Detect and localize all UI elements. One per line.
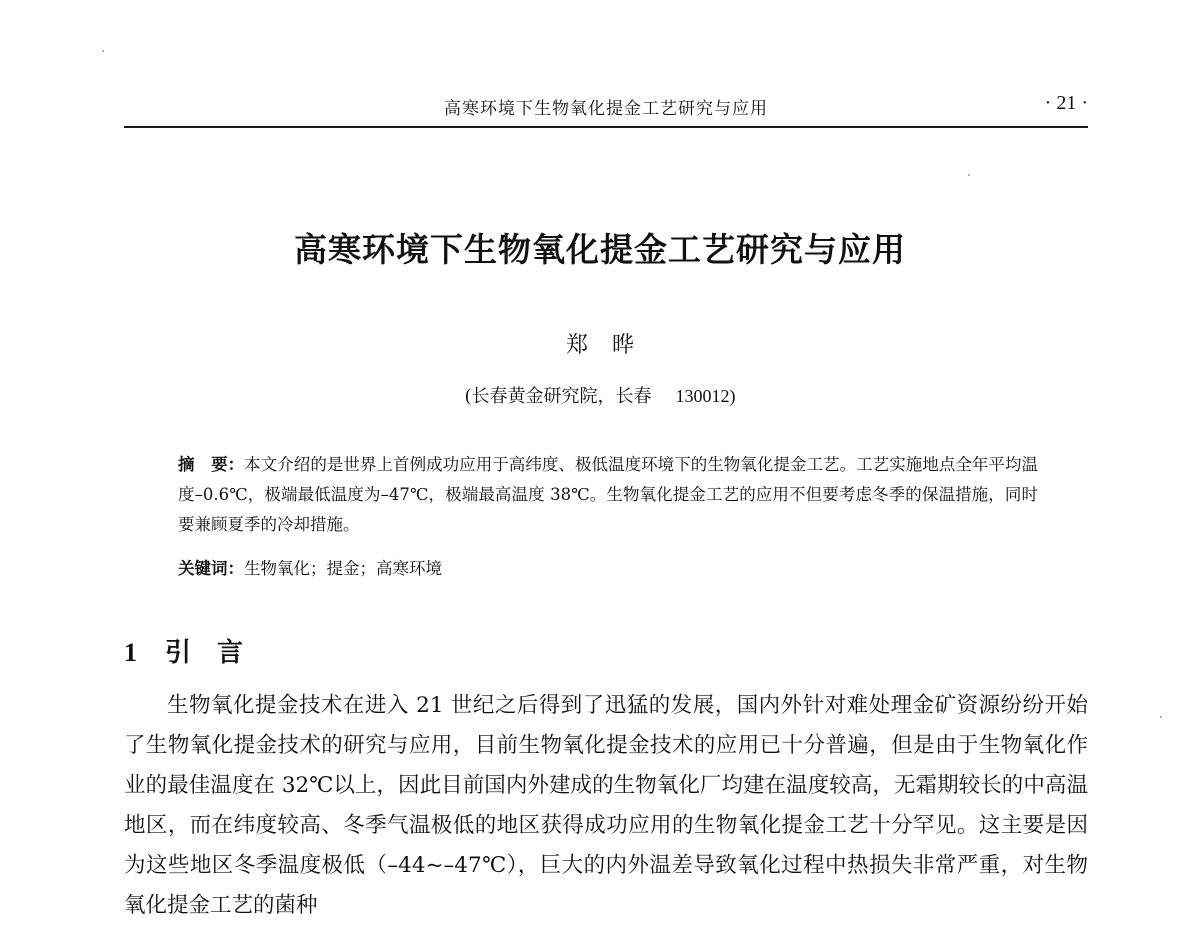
scan-speck xyxy=(1160,716,1162,718)
abstract-text: 本文介绍的是世界上首例成功应用于高纬度、极低温度环境下的生物氧化提金工艺。工艺实施地点全年平均温度–0.6℃，极端最低温度为–47℃，极端最高温度 38℃。生物氧化提金工艺的应用不但要考虑冬季的保温措施，同时要兼顾夏季的冷却措施。 xyxy=(178,455,1039,534)
body-paragraph: 生物氧化提金技术在进入 21 世纪之后得到了迅猛的发展，国内外针对难处理金矿资源纷纷开始了生物氧化提金技术的研究与应用，目前生物氧化提金技术的应用已十分普遍，但是由于生物氧化作业的最佳温度在 32℃以上，因此目前国内外建成的生物氧化厂均建在温度较高，无霜期较长的中高温地区，而在纬度较高、冬季气温极低的地区获得成功应用的生物氧化提金工艺十分罕见。这主要是因为这些地区冬季温度极低（–44~–47℃），巨大的内外温差导致氧化过程中热损失非常严重，对生物氧化提金工艺的菌种 xyxy=(124,693,1088,918)
article-title: 高寒环境下生物氧化提金工艺研究与应用 xyxy=(294,230,906,269)
running-head-title: 高寒环境下生物氧化提金工艺研究与应用 xyxy=(444,99,768,119)
section-title: 引言 xyxy=(165,638,270,668)
keywords xyxy=(178,554,1038,584)
scan-speck xyxy=(968,174,970,176)
author-name: 郑晔 xyxy=(565,333,658,358)
abstract-label: 摘 要： xyxy=(178,455,245,474)
keywords-text: 生物氧化；提金；高寒环境 xyxy=(244,559,442,578)
section-heading xyxy=(124,632,269,669)
keywords-label: 关键词： xyxy=(178,559,244,578)
scan-speck xyxy=(102,50,104,52)
section-number: 1 xyxy=(124,638,137,667)
author-affiliation xyxy=(0,382,1200,408)
affiliation-text: (长春黄金研究院，长春 xyxy=(464,386,652,407)
running-header xyxy=(124,90,1088,128)
postal-code: 130012) xyxy=(675,386,736,406)
page-number: · 21 · xyxy=(1044,92,1088,114)
abstract xyxy=(178,450,1038,540)
